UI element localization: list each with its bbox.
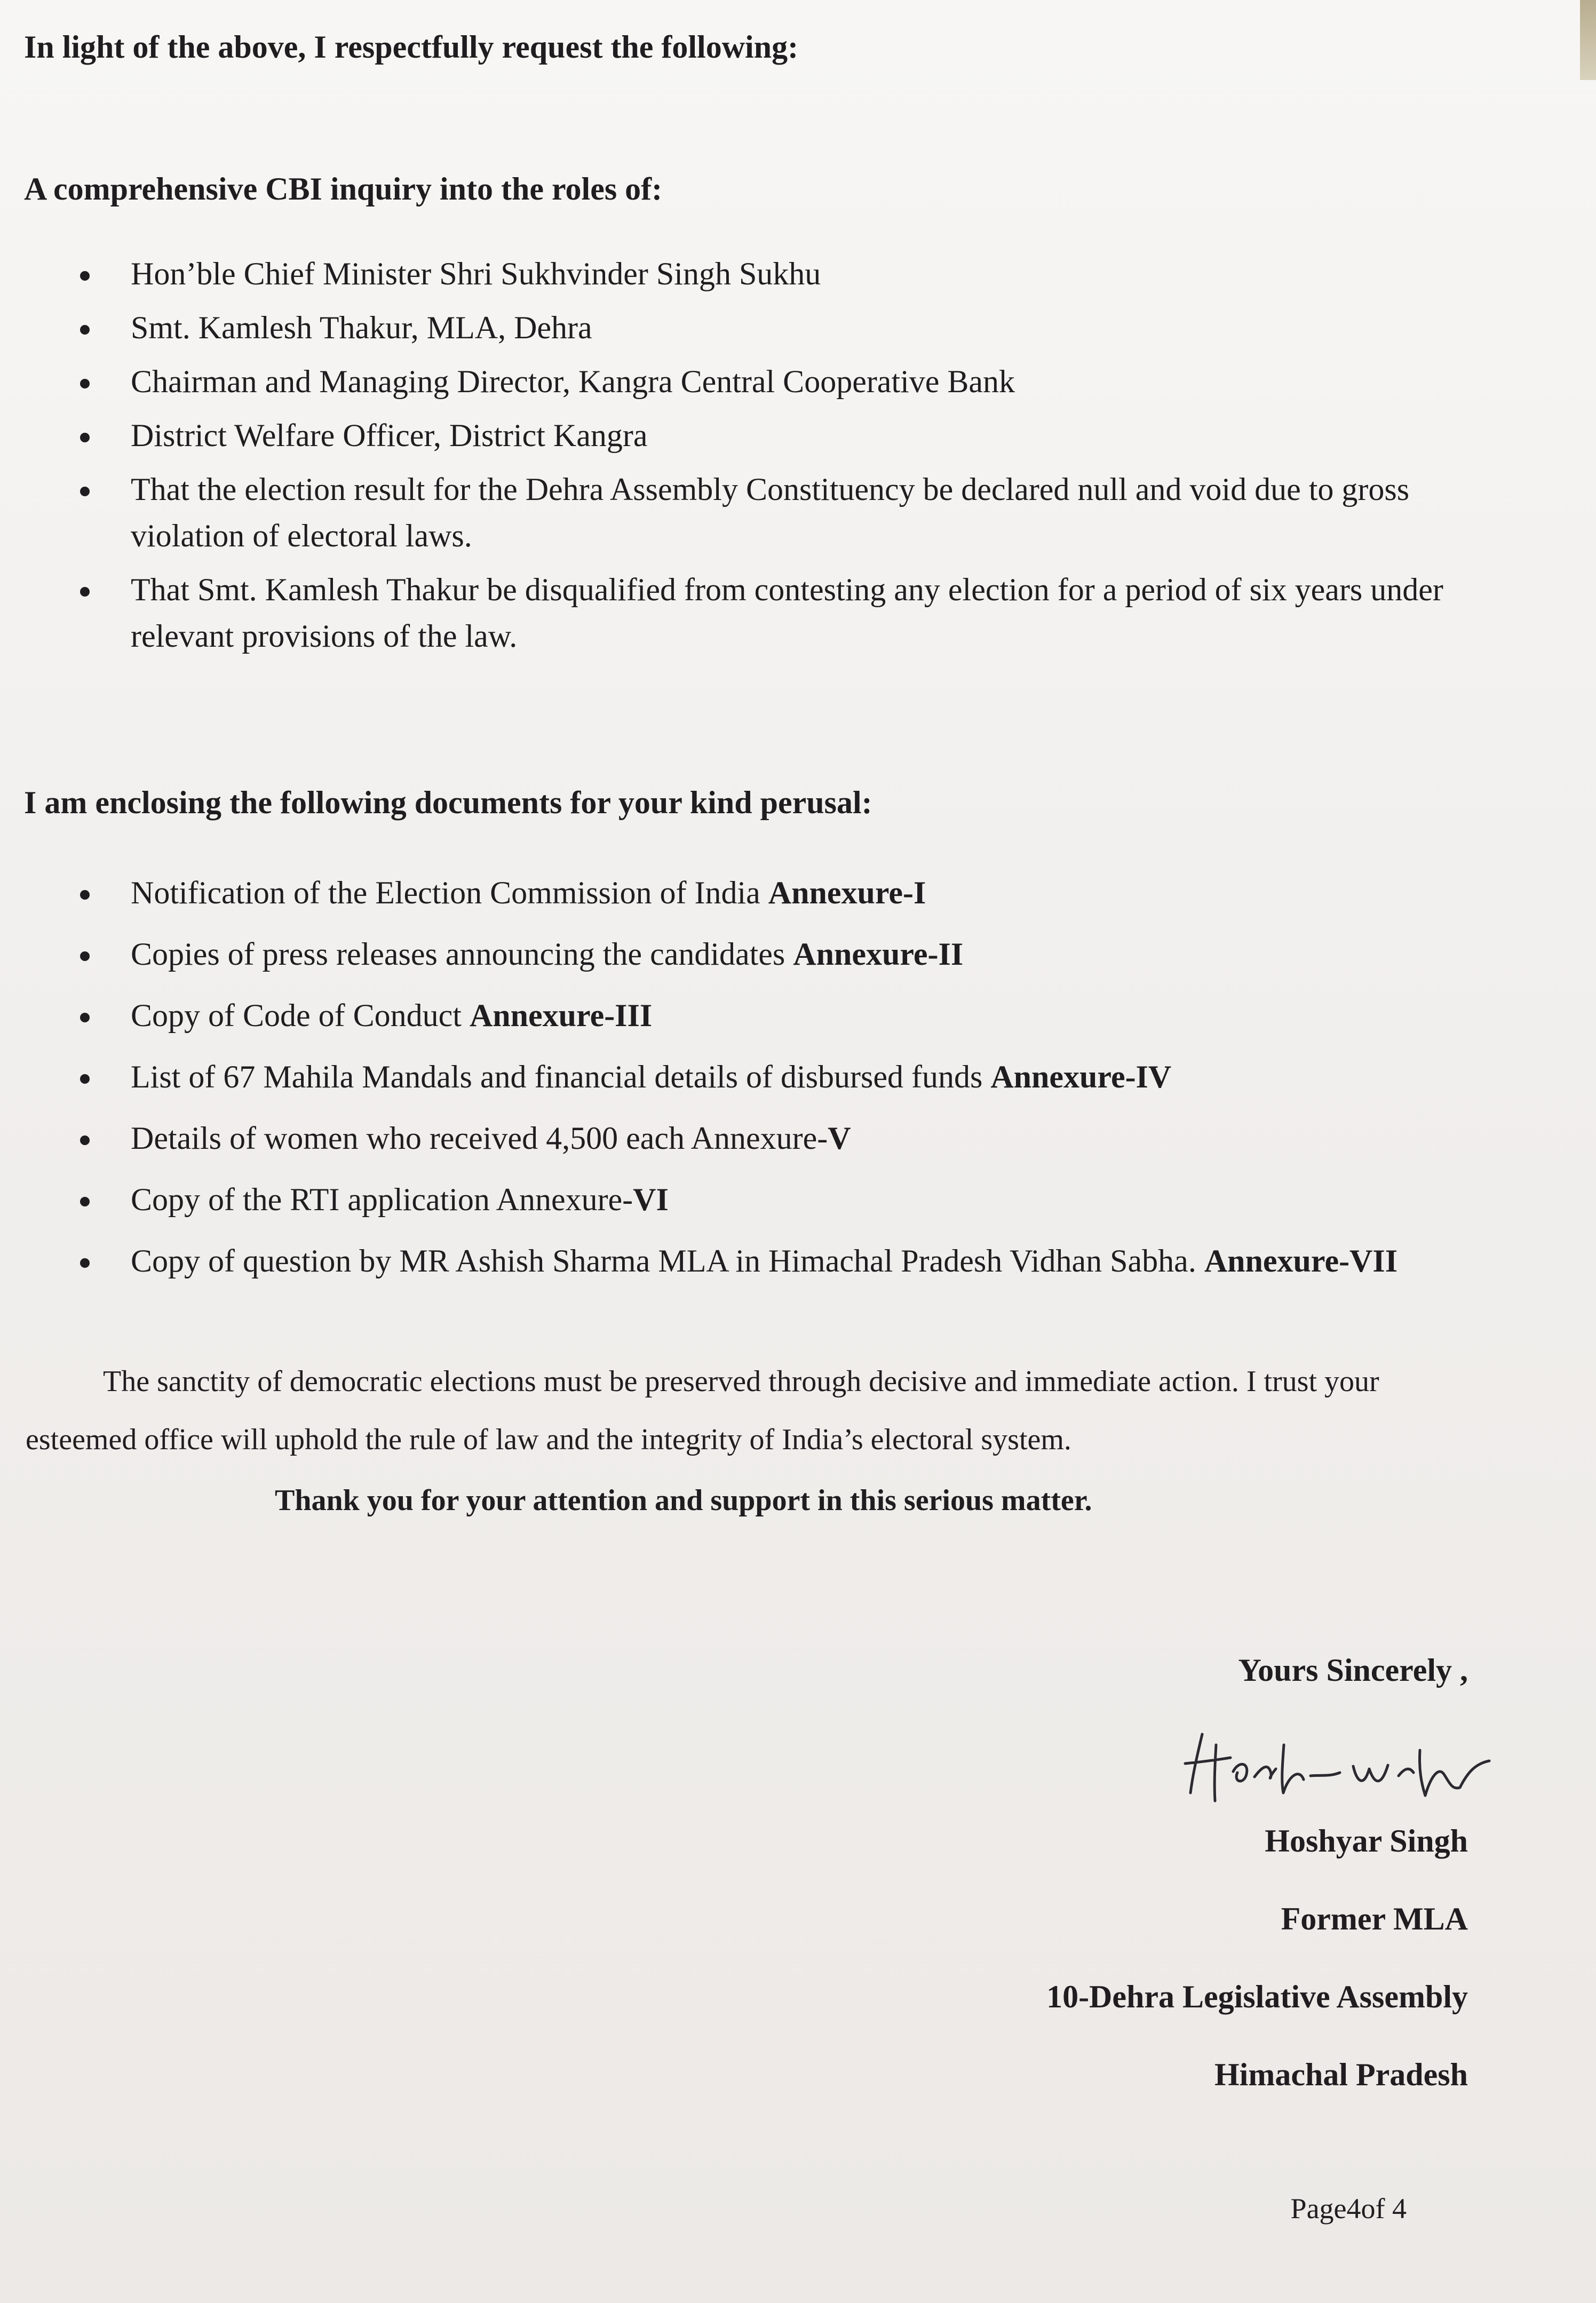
request-item: Chairman and Managing Director, Kangra Central Cooperative Bank xyxy=(80,359,1446,405)
bullet-icon xyxy=(80,271,90,281)
request-item: Smt. Kamlesh Thakur, MLA, Dehra xyxy=(80,305,1446,351)
bullet-icon xyxy=(80,379,90,388)
page-edge-mark xyxy=(1580,0,1596,80)
inquiry-heading: A comprehensive CBI inquiry into the roles of: xyxy=(24,171,663,207)
bullet-icon xyxy=(80,1135,90,1145)
bullet-icon xyxy=(80,487,90,496)
bullet-icon xyxy=(80,1258,90,1268)
bullet-icon xyxy=(80,951,90,961)
signatory-designation: Former MLA xyxy=(1281,1901,1468,1936)
bullet-icon xyxy=(80,890,90,900)
bullet-icon xyxy=(80,1013,90,1022)
bullet-icon xyxy=(80,587,90,597)
document-item: Copies of press releases announcing the candidates Annexure-II xyxy=(80,931,1521,978)
document-item: Details of women who received 4,500 each Annexure-V xyxy=(80,1115,1521,1162)
signatory-state: Himachal Pradesh xyxy=(1214,2057,1468,2092)
request-list xyxy=(80,251,1446,667)
signatory-name: Hoshyar Singh xyxy=(1265,1823,1468,1859)
bullet-icon xyxy=(80,433,90,442)
thanks-line: Thank you for your attention and support in this serious matter. xyxy=(275,1484,1092,1517)
request-item: That the election result for the Dehra Assembly Constituency be declared null and void due to gross violation of electoral laws. xyxy=(80,466,1446,559)
document-item: Copy of question by MR Ashish Sharma MLA in Himachal Pradesh Vidhan Sabha. Annexure-VII xyxy=(80,1238,1521,1284)
signature-block xyxy=(1046,1654,1468,2091)
document-list xyxy=(80,870,1521,1299)
document-item: Copy of the RTI application Annexure-VI xyxy=(80,1177,1521,1223)
bullet-icon xyxy=(80,1197,90,1206)
signatory-constituency: 10-Dehra Legislative Assembly xyxy=(1046,1979,1468,2014)
handwritten-signature xyxy=(1169,1713,1511,1820)
document-item: Notification of the Election Commission of India Annexure-I xyxy=(80,870,1521,916)
request-item: District Welfare Officer, District Kangra xyxy=(80,412,1446,459)
salutation: Yours Sincerely , xyxy=(1238,1653,1468,1688)
page-number: Page4of 4 xyxy=(1290,2193,1407,2225)
documents-heading: I am enclosing the following documents for your kind perusal: xyxy=(24,785,872,820)
closing-paragraph: The sanctity of democratic elections must be preserved through decisive and immediate action. I trust your esteemed office will uphold the rule of law and the integrity of India’s electoral system. xyxy=(26,1365,1379,1457)
bullet-icon xyxy=(80,1074,90,1084)
intro-line: In light of the above, I respectfully request the following: xyxy=(24,29,799,65)
document-item: List of 67 Mahila Mandals and financial details of disbursed funds Annexure-IV xyxy=(80,1054,1521,1100)
document-item: Copy of Code of Conduct Annexure-III xyxy=(80,992,1521,1039)
request-item: That Smt. Kamlesh Thakur be disqualified from contesting any election for a period of six years under relevant provisions of the law. xyxy=(80,567,1446,660)
bullet-icon xyxy=(80,325,90,335)
request-item: Hon’ble Chief Minister Shri Sukhvinder Singh Sukhu xyxy=(80,251,1446,297)
